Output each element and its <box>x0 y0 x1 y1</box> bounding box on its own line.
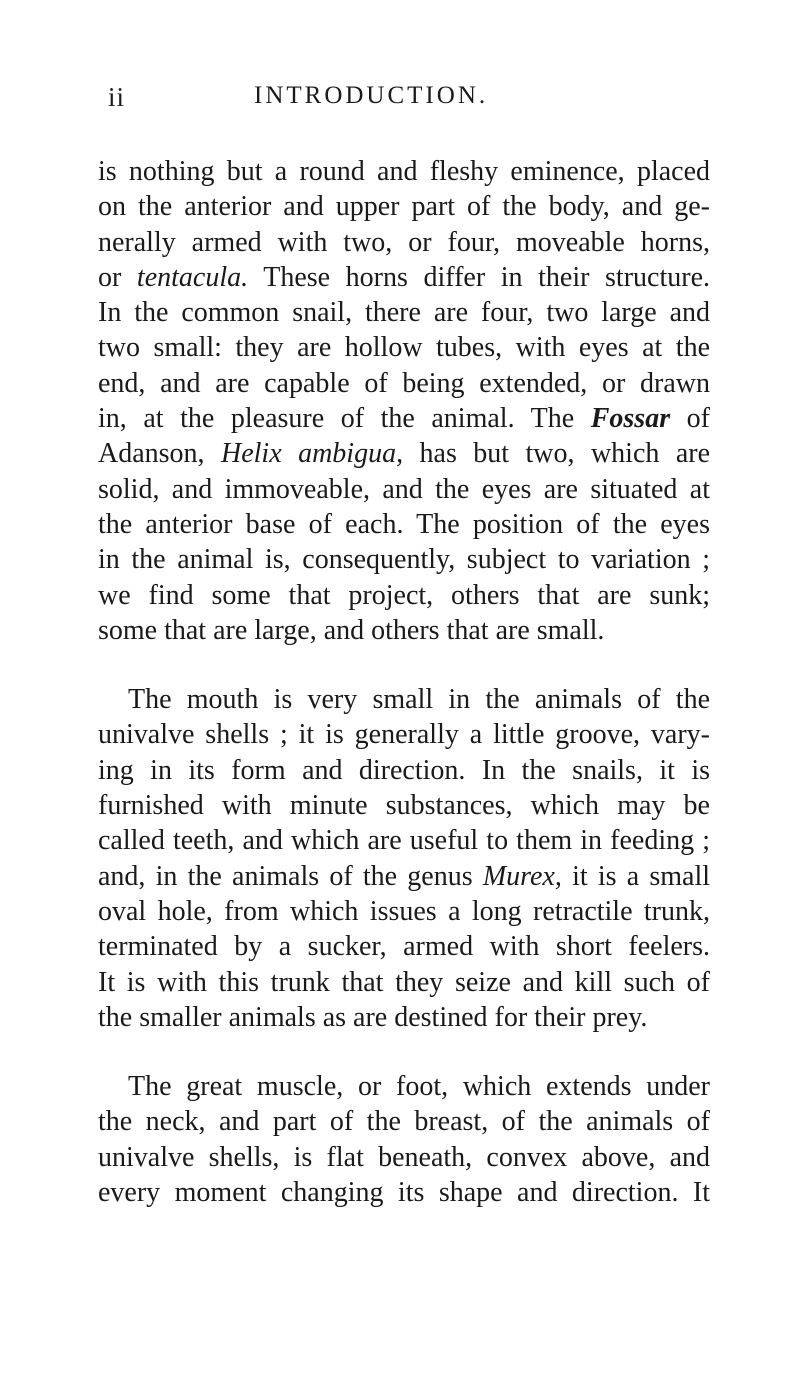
text-line: called teeth, and which are useful to them in feeding ; <box>98 825 710 857</box>
text-line: univalve shells ; it is generally a little groove, vary- <box>98 719 710 751</box>
text-line: In the common snail, there are four, two large and <box>98 297 710 329</box>
text-line: terminated by a sucker, armed with short feelers. <box>98 931 710 963</box>
text-line: end, and are capable of being extended, or drawn <box>98 367 710 399</box>
text-line: furnished with minute substances, which may be <box>98 790 710 822</box>
text-line: in the animal is, consequently, subject to variation ; <box>98 544 710 576</box>
paragraph <box>98 1069 710 1210</box>
text-line: some that are large, and others that are small. <box>98 614 605 646</box>
italic-term: Murex, <box>482 860 562 892</box>
italic-term: Helix ambigua, <box>221 438 404 470</box>
text-line: we find some that project, others that are sunk; <box>98 579 710 611</box>
text-line: oval hole, from which issues a long retractile trunk, <box>98 895 710 927</box>
text-line: or tentacula. These horns differ in their structure. <box>98 261 710 293</box>
paragraph <box>98 154 710 648</box>
text-line: every moment changing its shape and direction. It <box>98 1177 710 1209</box>
text-line: the neck, and part of the breast, of the animals of <box>98 1106 710 1138</box>
text-line: It is with this trunk that they seize and kill such of <box>98 966 710 998</box>
text-line: ing in its form and direction. In the snails, it is <box>98 754 710 786</box>
paragraph <box>98 682 710 1035</box>
text-line: the anterior base of each. The position of the eyes <box>98 508 710 540</box>
body-text <box>98 154 710 1210</box>
paragraph-gap <box>98 1035 710 1069</box>
text-line: Adanson, Helix ambigua, has but two, which are <box>98 438 710 470</box>
running-head <box>108 82 708 122</box>
text-line: The great muscle, or foot, which extends under <box>128 1071 710 1103</box>
text-line: in, at the pleasure of the animal. The Fossar of <box>98 403 710 435</box>
bold-italic-term: Fossar <box>590 403 671 435</box>
text-line: on the anterior and upper part of the body, and ge- <box>98 191 710 223</box>
paragraph-gap <box>98 648 710 682</box>
text-line: the smaller animals as are destined for their prey. <box>98 1001 648 1033</box>
page-number: ii <box>108 82 126 112</box>
text-line: solid, and immoveable, and the eyes are situated at <box>98 473 710 505</box>
text-line: is nothing but a round and fleshy eminence, placed <box>98 156 710 187</box>
text-line: univalve shells, is flat beneath, convex above, and <box>98 1141 710 1173</box>
text-line: The mouth is very small in the animals of the <box>128 684 710 716</box>
text-line: and, in the animals of the genus Murex, it is a small <box>98 860 711 892</box>
text-line: two small: they are hollow tubes, with eyes at the <box>98 332 710 364</box>
text-line: nerally armed with two, or four, moveable horns, <box>98 226 710 258</box>
italic-term: tentacula. <box>136 261 249 293</box>
running-title: INTRODUCTION. <box>254 82 489 109</box>
